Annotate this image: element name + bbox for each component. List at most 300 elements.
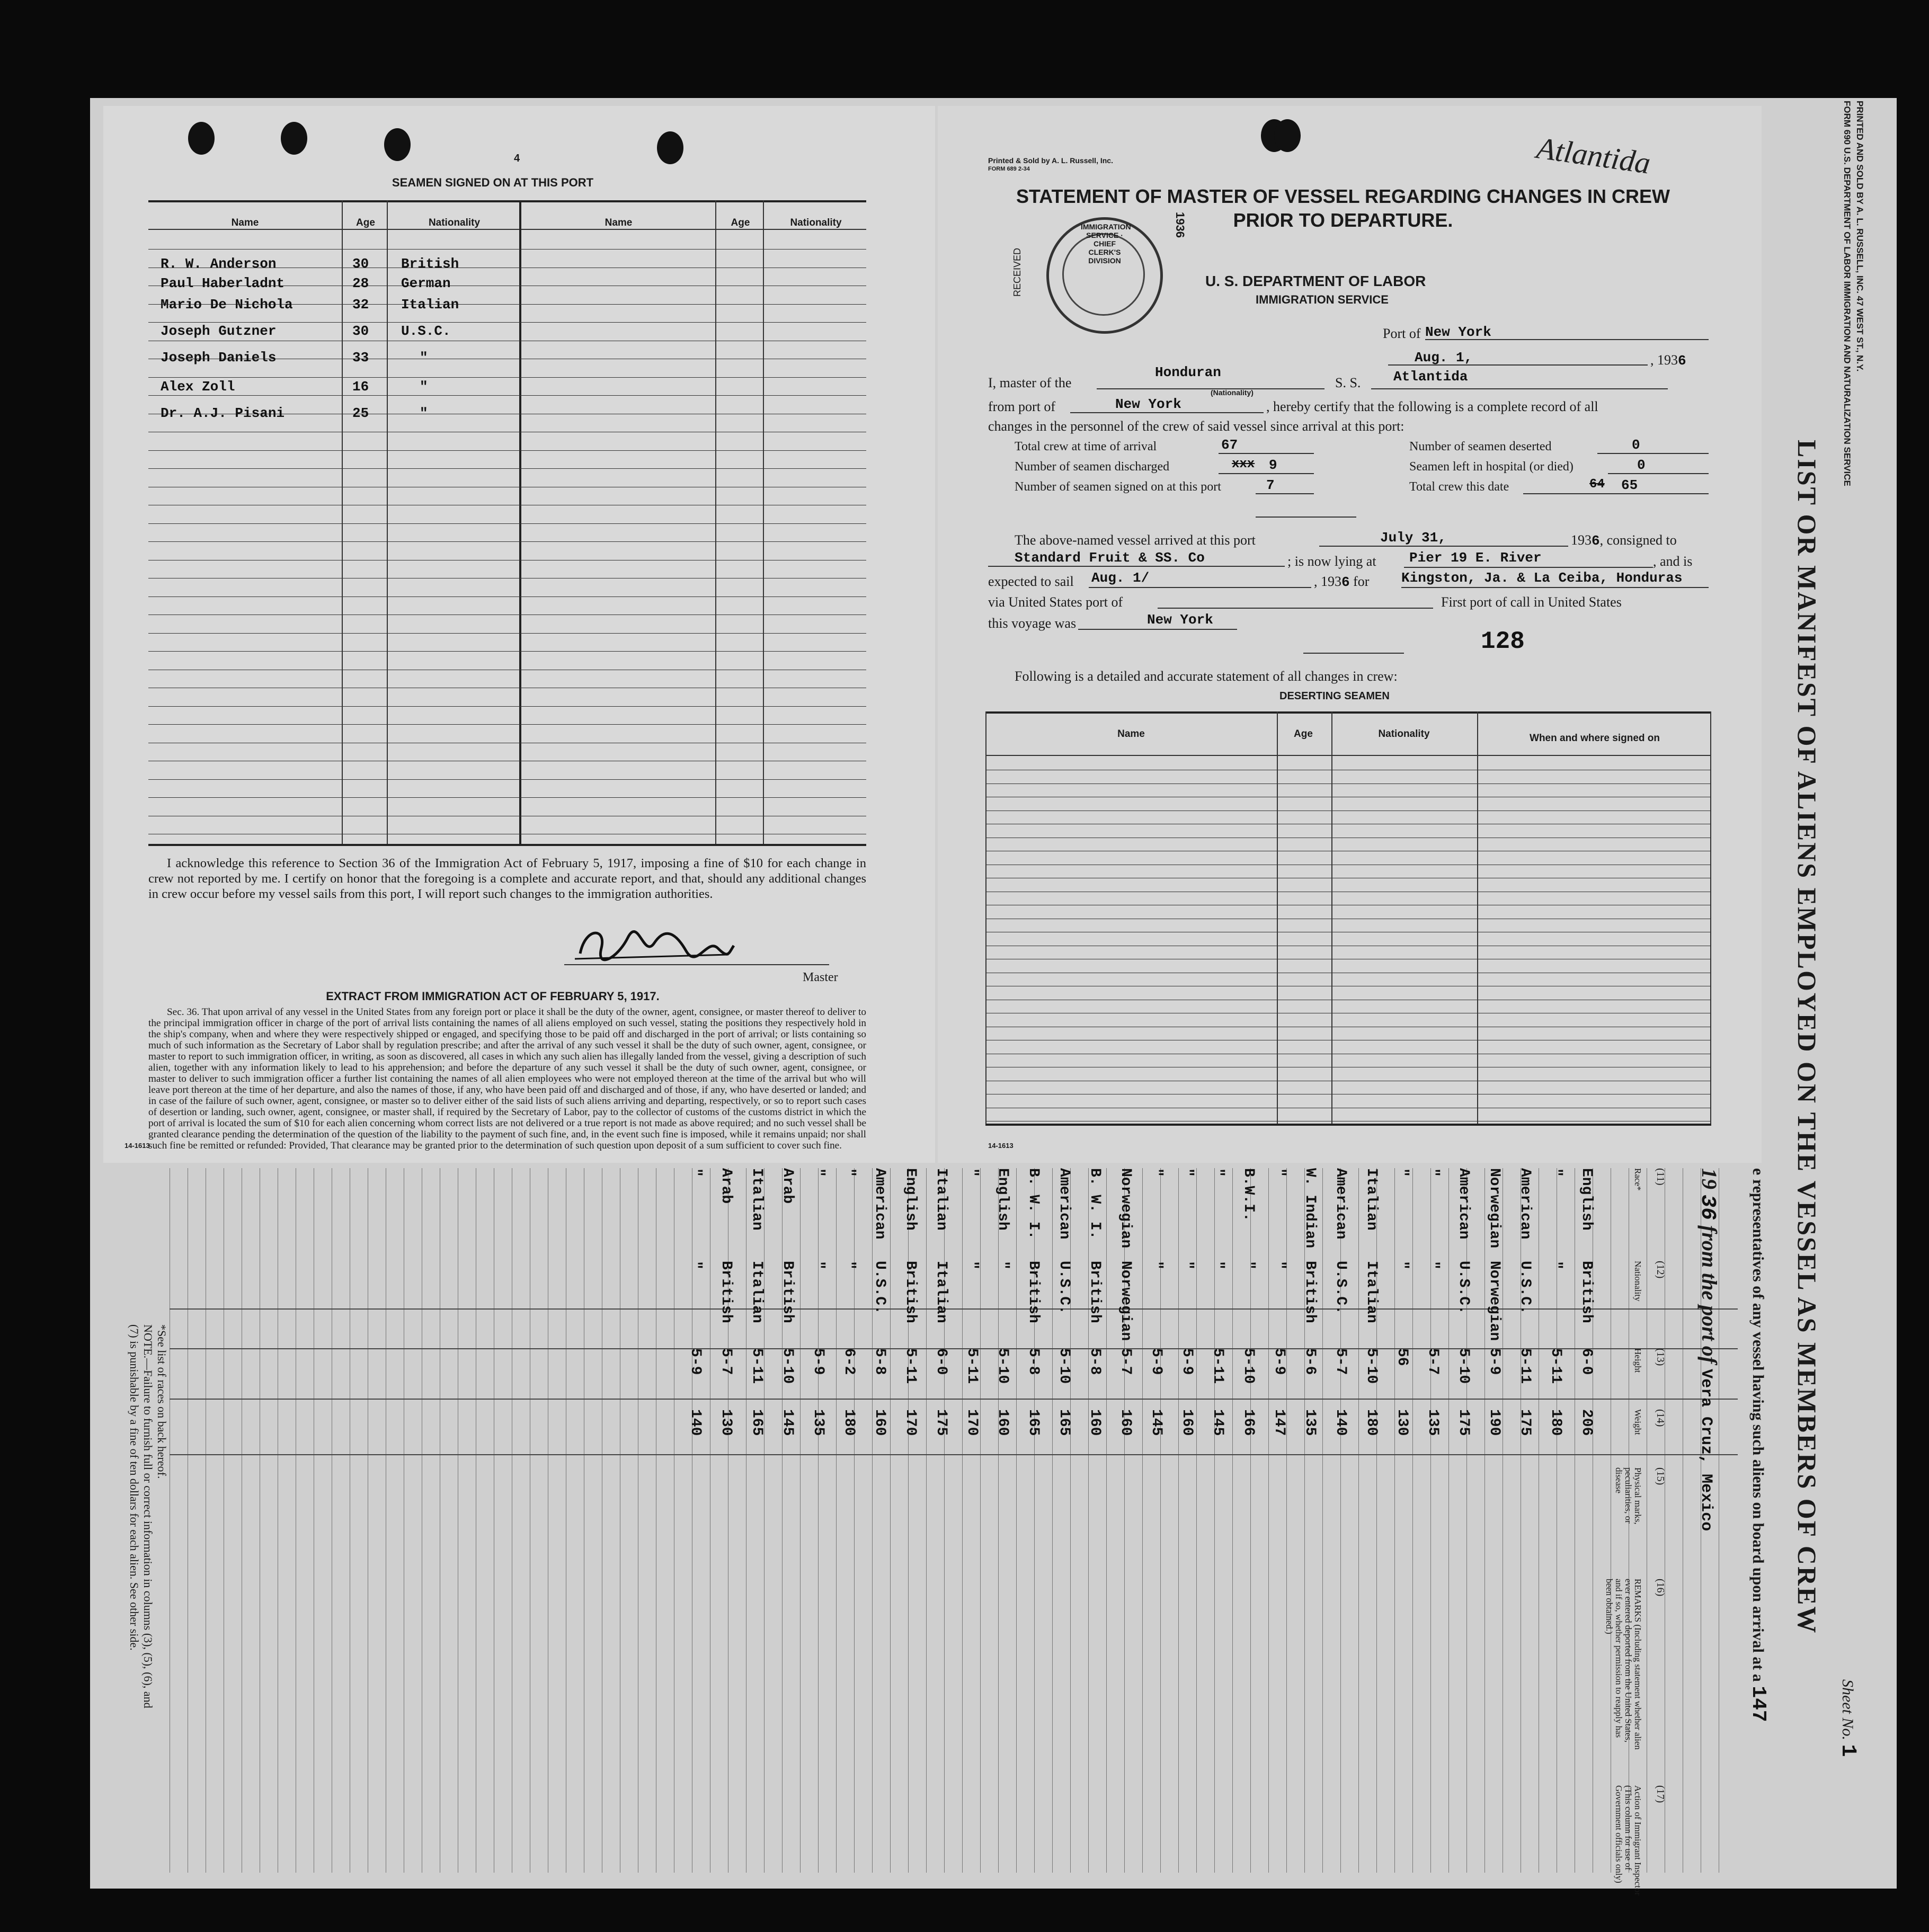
manifest-header-num: (16)	[1655, 1579, 1666, 1597]
nationality-value: Honduran	[1155, 364, 1221, 380]
manifest-ruled-line	[1250, 1168, 1251, 1873]
manifest-cell-nat: Norwegian	[1117, 1261, 1134, 1341]
manifest-cell-race: "	[1394, 1168, 1410, 1177]
manifest-ruled-line	[1412, 1168, 1413, 1873]
seaman-nationality: "	[420, 379, 428, 395]
statement-title-1: STATEMENT OF MASTER OF VESSEL REGARDING CHANGES IN CREW	[1016, 185, 1670, 207]
manifest-ruled-line	[1016, 1168, 1017, 1873]
manifest-cell-nat: British	[779, 1261, 796, 1323]
deserted-value: 0	[1632, 437, 1640, 453]
arrived-year-printed: 193	[1571, 532, 1592, 548]
manifest-cell-ht: 5-10	[1240, 1348, 1257, 1384]
manifest-cell-nat: "	[687, 1261, 704, 1270]
manifest-cell-ht: 5-9	[1271, 1348, 1287, 1375]
manifest-cell-ht: 5-10	[779, 1348, 796, 1384]
left-col-name: Name	[231, 217, 259, 228]
manifest-cell-race: Italian	[1363, 1168, 1380, 1231]
manifest-ruled-line	[854, 1168, 855, 1873]
manifest-cell-nat: "	[1148, 1261, 1164, 1270]
manifest-cell-wt: 175	[1455, 1409, 1472, 1436]
left-col-nationality: Nationality	[428, 217, 481, 228]
manifest-header-label: Height	[1633, 1348, 1643, 1373]
total-crew-arrival-label: Total crew at time of arrival	[1015, 440, 1157, 453]
manifest-ruled-line	[1286, 1168, 1287, 1873]
manifest-header-num: (12)	[1655, 1261, 1666, 1279]
port-line-middle: from the port of	[1697, 1225, 1721, 1364]
manifest-note-2: NOTE.—Failure to furnish full or correct information in columns (3), (5), (6), and	[141, 1324, 155, 1708]
expected-year-typed: 6	[1341, 574, 1350, 590]
expected-label: expected to sail	[988, 574, 1074, 589]
ruled-line	[148, 797, 866, 798]
manifest-rule	[170, 1454, 1738, 1455]
sheet-number	[1836, 1679, 1860, 1757]
manifest-cell-wt: 135	[1302, 1409, 1318, 1436]
manifest-header-num: (17)	[1655, 1785, 1666, 1803]
manifest-header-label: Action of Immigrant Inspector (This column for use of Government officials only)	[1614, 1785, 1643, 1896]
form-note: FORM 690 U.S. DEPARTMENT OF LABOR IMMIGRATION AND NATURALIZATION SERVICE	[1842, 101, 1852, 486]
manifest-cell-nat: "	[1210, 1261, 1226, 1270]
manifest-cell-wt: 165	[1025, 1409, 1042, 1436]
ruled-line	[148, 450, 866, 451]
punch-hole	[281, 122, 307, 155]
seaman-nationality: U.S.C.	[401, 323, 451, 339]
manifest-header-label: Nationality	[1633, 1261, 1643, 1302]
manifest-header-label: REMARKS (Including statement whether alien ever entered deported from the United States, and if so, whether permission to reapply has been obtained.)	[1604, 1579, 1643, 1750]
nationality-caption: (Nationality)	[1211, 388, 1254, 397]
ruled-line	[148, 596, 866, 597]
manifest-cell-ht: 56	[1394, 1348, 1410, 1366]
manifest-cell-race: "	[841, 1168, 857, 1177]
manifest-cell-wt: 140	[1332, 1409, 1349, 1436]
received-label: RECEIVED	[1012, 247, 1023, 297]
manifest-cell-nat: British	[1087, 1261, 1103, 1323]
manifest-cell-race: American	[1455, 1168, 1472, 1240]
port-of-label: Port of	[1383, 326, 1421, 341]
manifest-ruled-line	[962, 1168, 963, 1873]
manifest-header-num: (11)	[1655, 1168, 1666, 1186]
seaman-nationality: "	[420, 405, 428, 421]
seaman-name: Mario De Nichola	[161, 297, 293, 313]
manifest-cell-wt: 190	[1486, 1409, 1503, 1436]
punch-hole	[1274, 119, 1301, 152]
manifest-ruled-line	[926, 1168, 927, 1873]
manifest-cell-race: English	[994, 1168, 1011, 1231]
manifest-cell-wt: 145	[1148, 1409, 1164, 1436]
manifest-cell-ht: 5-9	[687, 1348, 704, 1375]
extract-text: Sec. 36. That upon arrival of any vessel in the United States from any foreign port or place it shall be the duty of the owner, agent, consignee, or master thereof to deliver to the principal immigration officer in charge of the port of arrival lists containing the names of all aliens employed on such vessel, stating the positions they respectively hold in the ship's company, when and where they were respectively shipped or engaged, and specifying those to be paid off and discharged in the port of arrival; or lists containing so much of such information as the Secretary of Labor shall by regulation prescribe; and after the arrival of any such vessel it shall be the duty of such owner, agent, consignee, or master to report to such immigration officer, in writing, as soon as discovered, all cases in which any such alien has illegally landed from the vessel, giving a description of such alien, together with any information likely to lead to his apprehension; and before the departure of any such vessel it shall be the duty of such owner, agent, consignee, or master to deliver to such immigration officer a further list containing the names of all alien employees who were not employed thereon at the time of the arrival but who will leave port thereon at the time of her departure, and also the names of those, if any, who have been paid off and discharged and of those, if any, who have deserted or landed; and in case of the failure of such owner, agent, consignee, or master so to deliver either of the said lists of such aliens arriving and departing, respectively, or so to report such cases of desertion or landing, such owner, agent, consignee, or master shall, if required by the Secretary of Labor, pay to the collector of customs of the customs district in which the port of arrival is located the sum of $10 for each alien concerning whom correct lists are not delivered or a true report is not made as above required; and no such vessel shall be granted clearance pending the determination of the question of the liability to the payment of such fine, and, in the event such fine is imposed, while it remains unpaid; nor shall such fine be remitted or refunded: Provided, That clearance may be granted prior to the determination of such question upon deposit of a sum sufficient to cover such fine.	[148, 1007, 866, 1151]
left-page	[103, 106, 935, 1163]
seaman-nationality: British	[401, 256, 459, 272]
ruled-line	[148, 633, 866, 634]
manifest-cell-ht: 5-7	[1117, 1348, 1134, 1375]
manifest-cell-ht: 5-9	[810, 1348, 826, 1375]
manifest-cell-race: W. Indian	[1302, 1168, 1318, 1249]
port-line-prefix: 19	[1697, 1168, 1721, 1189]
manifest-cell-race: Norwegian	[1117, 1168, 1134, 1249]
manifest-ruled-line	[1430, 1168, 1431, 1873]
manifest-cell-race: "	[1425, 1168, 1441, 1177]
manifest-cell-ht: 5-10	[1056, 1348, 1072, 1384]
manifest-cell-wt: 170	[902, 1409, 919, 1436]
master-of-label: I, master of the	[988, 375, 1072, 390]
manifest-cell-nat: British	[1025, 1261, 1042, 1323]
certify-text-1: , hereby certify that the following is a complete record of all	[1266, 399, 1598, 414]
ss-value: Atlantida	[1393, 369, 1468, 385]
total-this-date-label: Total crew this date	[1409, 480, 1509, 494]
manifest-ruled-line	[800, 1168, 801, 1873]
following-text: Following is a detailed and accurate statement of all changes in crew:	[1015, 669, 1398, 684]
expected-value: Aug. 1/	[1091, 570, 1150, 586]
left-col-age: Age	[356, 217, 375, 228]
printer-note: PRINTED AND SOLD BY A. L. RUSSELL, INC. 47 WEST ST., N.Y.	[1855, 101, 1865, 372]
table-bottom-line	[148, 844, 866, 846]
manifest-cell-race: "	[1271, 1168, 1287, 1177]
total-crew-arrival-value: 67	[1221, 437, 1238, 453]
left-col-age-2: Age	[731, 217, 750, 228]
year-printed-text: 193	[1657, 352, 1678, 368]
total-this-date-struck: 64	[1589, 477, 1605, 492]
seaman-name: Joseph Gutzner	[161, 323, 277, 339]
manifest-cell-race: Norwegian	[1486, 1168, 1503, 1249]
manifest-cell-ht: 5-11	[749, 1348, 765, 1384]
manifest-cell-wt: 130	[1394, 1409, 1410, 1436]
manifest-cell-ht: 5-11	[1517, 1348, 1533, 1384]
manifest-header-label: Race*	[1633, 1168, 1643, 1191]
manifest-header-num: (13)	[1655, 1348, 1666, 1366]
manifest-cell-wt: 160	[1179, 1409, 1195, 1436]
consigned-label: , consigned to	[1599, 532, 1677, 548]
manifest-cell-wt: 180	[841, 1409, 857, 1436]
manifest-cell-nat: "	[841, 1261, 857, 1270]
manifest-cell-ht: 5-11	[964, 1348, 980, 1384]
seaman-name: Joseph Daniels	[161, 350, 277, 366]
manifest-header-label: Weight	[1633, 1409, 1643, 1435]
manifest-cell-nat: British	[718, 1261, 734, 1323]
manifest-rule	[170, 1308, 1738, 1310]
voyage-value: New York	[1147, 612, 1213, 628]
manifest-ruled-line	[1214, 1168, 1215, 1873]
manifest-cell-race: American	[1332, 1168, 1349, 1240]
ruled-line	[148, 724, 866, 725]
manifest-cell-wt: 165	[749, 1409, 765, 1436]
manifest-cell-ht: 5-7	[1332, 1348, 1349, 1375]
manifest-cell-ht: 5-9	[1486, 1348, 1503, 1375]
manifest-cell-ht: 5-11	[902, 1348, 919, 1384]
manifest-ruled-line	[1358, 1168, 1359, 1873]
manifest-cell-race: "	[687, 1168, 704, 1177]
total-this-date-value: 65	[1621, 477, 1638, 493]
manifest-note-1: *See list of races on back hereof.	[155, 1324, 168, 1479]
manifest-subtitle	[1747, 1168, 1770, 1722]
discharged-label: Number of seamen discharged	[1015, 460, 1170, 474]
seaman-age: 25	[352, 405, 369, 421]
manifest-ruled-line	[818, 1168, 819, 1873]
printer-line: Printed & Sold by A. L. Russell, Inc.	[988, 156, 1113, 165]
arrived-value: July 31,	[1380, 530, 1446, 546]
manifest-cell-ht: 5-8	[1025, 1348, 1042, 1375]
manifest-cell-wt: 145	[779, 1409, 796, 1436]
ruled-line	[148, 395, 866, 396]
manifest-cell-wt: 166	[1240, 1409, 1257, 1436]
manifest-cell-race: American	[872, 1168, 888, 1240]
signed-on-label: Number of seamen signed on at this port	[1015, 480, 1221, 494]
manifest-cell-nat: Italian	[749, 1261, 765, 1323]
manifest-cell-nat: "	[994, 1261, 1011, 1270]
year-typed: 6	[1678, 353, 1686, 369]
manifest-cell-race: "	[810, 1168, 826, 1177]
manifest-cell-nat: Norwegian	[1486, 1261, 1503, 1341]
manifest-title: LIST OR MANIFEST OF ALIENS EMPLOYED ON THE VESSEL AS MEMBERS OF CREW	[1792, 440, 1822, 1635]
right-page	[938, 106, 1762, 1163]
manifest-cell-race: English	[1578, 1168, 1595, 1231]
manifest-cell-race: "	[964, 1168, 980, 1177]
manifest-cell-race: Arab	[779, 1168, 796, 1204]
ruled-line	[148, 249, 866, 250]
manifest-cell-nat: British	[1578, 1261, 1595, 1323]
immigration-stamp	[1046, 217, 1163, 334]
port-line-year: 36	[1695, 1195, 1719, 1221]
desert-col-nationality: Nationality	[1378, 728, 1430, 740]
manifest-cell-wt: 160	[1117, 1409, 1134, 1436]
stamp-year: 1936	[1174, 212, 1187, 238]
manifest-ruled-line	[1160, 1168, 1161, 1873]
manifest-ruled-line	[1394, 1168, 1395, 1873]
discharged-struck: xxx	[1232, 457, 1255, 471]
manifest-ruled-line	[836, 1168, 837, 1873]
manifest-cell-race: Italian	[749, 1168, 765, 1231]
manifest-cell-race: American	[1517, 1168, 1533, 1240]
manifest-cell-ht: 5-10	[1455, 1348, 1472, 1384]
manifest-subtitle-text: e representatives of any vessel having such aliens on board upon arrival at a	[1749, 1168, 1767, 1682]
manifest-cell-nat: U.S.C.	[1056, 1261, 1072, 1314]
manifest-cell-ht: 5-7	[718, 1348, 734, 1375]
manifest-cell-nat: British	[1302, 1261, 1318, 1323]
seaman-name: Paul Haberladnt	[161, 275, 285, 291]
discharged-value: 9	[1269, 457, 1277, 473]
ruled-line	[148, 706, 866, 707]
manifest-cell-ht: 5-6	[1302, 1348, 1318, 1375]
manifest-cell-nat: U.S.C.	[872, 1261, 888, 1314]
ss-label: S. S.	[1335, 375, 1361, 390]
stamp-text: IMMIGRATION SERVICE · CHIEF CLERK'S DIVISION	[1081, 222, 1131, 265]
manifest-cell-wt: 135	[810, 1409, 826, 1436]
manifest-cell-ht: 5-10	[1363, 1348, 1380, 1384]
seaman-age: 28	[352, 275, 369, 291]
manifest-cell-nat: British	[902, 1261, 919, 1323]
manifest-rule	[170, 1399, 1738, 1400]
punch-hole	[384, 128, 411, 161]
manifest-ruled-line	[1106, 1168, 1107, 1873]
arrived-year	[1571, 532, 1677, 549]
hospital-value: 0	[1637, 457, 1646, 473]
manifest-cell-nat: "	[1548, 1261, 1564, 1270]
seaman-name: R. W. Anderson	[161, 256, 277, 272]
manifest-cell-ht: 5-10	[994, 1348, 1011, 1384]
manifest-cell-nat: Italian	[933, 1261, 949, 1323]
from-port-value: New York	[1115, 396, 1181, 412]
desert-col-when: When and where signed on	[1530, 733, 1660, 744]
manifest-cell-wt: 165	[1056, 1409, 1072, 1436]
desert-col-age: Age	[1294, 728, 1313, 740]
ruled-line	[148, 377, 866, 378]
signed-on-value: 7	[1266, 477, 1275, 493]
statement-title-2: PRIOR TO DEPARTURE.	[1233, 209, 1453, 231]
manifest-cell-ht: 6-0	[933, 1348, 949, 1375]
manifest-ruled-line	[998, 1168, 999, 1873]
manifest-cell-nat: "	[1425, 1261, 1441, 1270]
manifest-ruled-line	[1196, 1168, 1197, 1873]
manifest-cell-race: "	[1210, 1168, 1226, 1177]
manifest-cell-wt: 160	[994, 1409, 1011, 1436]
ruled-line	[148, 322, 866, 323]
manifest-cell-ht: 5-9	[1179, 1348, 1195, 1375]
ruled-line	[148, 779, 866, 780]
manifest-cell-nat: "	[964, 1261, 980, 1270]
manifest-cell-ht: 6-2	[841, 1348, 857, 1375]
manifest-cell-wt: 160	[872, 1409, 888, 1436]
left-form-code: 14-1613	[125, 1142, 150, 1150]
manifest-cell-wt: 135	[1425, 1409, 1441, 1436]
manifest-cell-wt: 130	[718, 1409, 734, 1436]
manifest-ruled-line	[1322, 1168, 1323, 1873]
and-is: , and is	[1653, 554, 1693, 569]
manifest-ruled-line	[1052, 1168, 1053, 1873]
extract-title: EXTRACT FROM IMMIGRATION ACT OF FEBRUARY 5, 1917.	[326, 990, 660, 1003]
port-name: Vera Cruz, Mexico	[1697, 1369, 1715, 1532]
voyage-label: this voyage was	[988, 616, 1077, 631]
master-signature	[570, 922, 739, 969]
manifest-cell-ht: 5-9	[1148, 1348, 1164, 1375]
manifest-cell-wt: 160	[1087, 1409, 1103, 1436]
manifest-cell-race: B. W. I.	[1025, 1168, 1042, 1240]
manifest-header-num: (14)	[1655, 1409, 1666, 1427]
via-label: via United States port of	[988, 594, 1123, 610]
manifest-cell-race: B.W.I.	[1240, 1168, 1257, 1222]
manifest-ruled-line	[1178, 1168, 1179, 1873]
punch-hole	[188, 122, 215, 155]
manifest-cell-race: B. W. I.	[1087, 1168, 1103, 1240]
for-label: for	[1353, 574, 1370, 589]
manifest-ruled-line	[1484, 1168, 1485, 1873]
seaman-age: 33	[352, 350, 369, 366]
stamp-number: 147	[1747, 1686, 1770, 1722]
manifest-ruled-line	[1232, 1168, 1233, 1873]
manifest-cell-nat: U.S.C.	[1455, 1261, 1472, 1314]
manifest-ruled-line	[890, 1168, 891, 1873]
lying-value: Pier 19 E. River	[1409, 550, 1542, 566]
sheet-no: 1	[1836, 1744, 1860, 1757]
seaman-age: 30	[352, 256, 369, 272]
seaman-name: Alex Zoll	[161, 379, 235, 395]
handwritten-ship-name: Atlantida	[1534, 130, 1653, 181]
desert-col-name: Name	[1117, 728, 1145, 740]
department: U. S. DEPARTMENT OF LABOR	[1205, 273, 1426, 289]
table-bottom-line	[985, 1124, 1711, 1126]
manifest-cell-wt: 175	[933, 1409, 949, 1436]
manifest-cell-wt: 175	[1517, 1409, 1533, 1436]
service: IMMIGRATION SERVICE	[1256, 293, 1389, 306]
acknowledgement-text: I acknowledge this reference to Section 36 of the Immigration Act of February 5, 1917, imposing a fine of $10 for each change in crew not reported by me. I certify on honor that the foregoing is a complete and accurate report, and that, should any additional changes in crew occur before my vessel sails from this port, I will report such changes to the immigration authorities.	[148, 856, 866, 901]
seaman-nationality: German	[401, 275, 451, 291]
manifest-cell-race: English	[902, 1168, 919, 1231]
manifest-ruled-line	[980, 1168, 981, 1873]
arrived-label: The above-named vessel arrived at this port	[1015, 532, 1256, 548]
ruled-line	[148, 541, 866, 542]
manifest-rule	[170, 1348, 1738, 1349]
punch-hole	[657, 131, 683, 164]
manifest-cell-race: "	[1548, 1168, 1564, 1177]
seaman-age: 16	[352, 379, 369, 395]
manifest-cell-race: "	[1179, 1168, 1195, 1177]
ruled-line	[148, 523, 866, 524]
manifest-cell-wt: 170	[964, 1409, 980, 1436]
manifest-cell-wt: 140	[687, 1409, 704, 1436]
seaman-age: 32	[352, 297, 369, 313]
manifest-cell-race: "	[1148, 1168, 1164, 1177]
manifest-cell-ht: 6-0	[1578, 1348, 1595, 1375]
expected-year-printed: 193	[1321, 574, 1341, 589]
certify-text-2: changes in the personnel of the crew of said vessel since arrival at this port:	[988, 419, 1404, 434]
lying-label: ; is now lying at	[1287, 554, 1376, 569]
manifest-cell-nat: "	[1271, 1261, 1287, 1270]
manifest-cell-wt: 180	[1363, 1409, 1380, 1436]
deserted-label: Number of seamen deserted	[1409, 440, 1552, 453]
manifest-note-3: (7) is punishable by a fine of ten dollars for each alien. See other side.	[128, 1324, 141, 1651]
from-port-label: from port of	[988, 399, 1056, 414]
manifest-cell-ht: 5-8	[872, 1348, 888, 1375]
number-stamp: 128	[1481, 628, 1525, 655]
seaman-nationality: "	[420, 350, 428, 366]
consignee-value: Standard Fruit & SS. Co	[1015, 550, 1205, 566]
manifest-cell-race: American	[1056, 1168, 1072, 1240]
hospital-label: Seamen left in hospital (or died)	[1409, 460, 1574, 474]
manifest-ruled-line	[1142, 1168, 1143, 1873]
manifest-header-label: Physical marks, peculiarities, or disease	[1614, 1467, 1643, 1525]
manifest-cell-nat: U.S.C.	[1332, 1261, 1349, 1314]
manifest-cell-nat: "	[1240, 1261, 1257, 1270]
right-form-code: 14-1613	[988, 1142, 1014, 1150]
expected-year: , 1936 for	[1314, 574, 1370, 590]
left-heading: SEAMEN SIGNED ON AT THIS PORT	[392, 176, 594, 189]
year-printed: , 1936	[1650, 352, 1686, 369]
date-value: Aug. 1,	[1415, 350, 1473, 366]
ruled-line	[148, 651, 866, 652]
left-col-name-2: Name	[605, 217, 633, 228]
manifest-header-num: (15)	[1655, 1467, 1666, 1485]
port-of-value: New York	[1425, 324, 1491, 340]
first-port-label: First port of call in United States	[1441, 594, 1622, 610]
manifest-cell-ht: 5-11	[1210, 1348, 1226, 1384]
seaman-name: Dr. A.J. Pisani	[161, 405, 285, 421]
seaman-age: 30	[352, 323, 369, 339]
page-number: 4	[514, 153, 520, 164]
deserting-heading: DESERTING SEAMEN	[1279, 690, 1390, 702]
manifest-cell-ht: 5-7	[1425, 1348, 1441, 1375]
manifest-ruled-line	[1448, 1168, 1449, 1873]
manifest-cell-ht: 5-11	[1548, 1348, 1564, 1384]
for-value: Kingston, Ja. & La Ceiba, Honduras	[1401, 570, 1683, 586]
manifest-cell-nat: Italian	[1363, 1261, 1380, 1323]
manifest-cell-race: Italian	[933, 1168, 949, 1231]
manifest-cell-wt: 180	[1548, 1409, 1564, 1436]
manifest-cell-nat: "	[1394, 1261, 1410, 1270]
ruled-line	[148, 468, 866, 469]
manifest-cell-race: Arab	[718, 1168, 734, 1204]
manifest-cell-wt: 145	[1210, 1409, 1226, 1436]
seaman-nationality: Italian	[401, 297, 459, 313]
manifest-ruled-line	[1268, 1168, 1269, 1873]
manifest-cell-nat: "	[1179, 1261, 1195, 1270]
